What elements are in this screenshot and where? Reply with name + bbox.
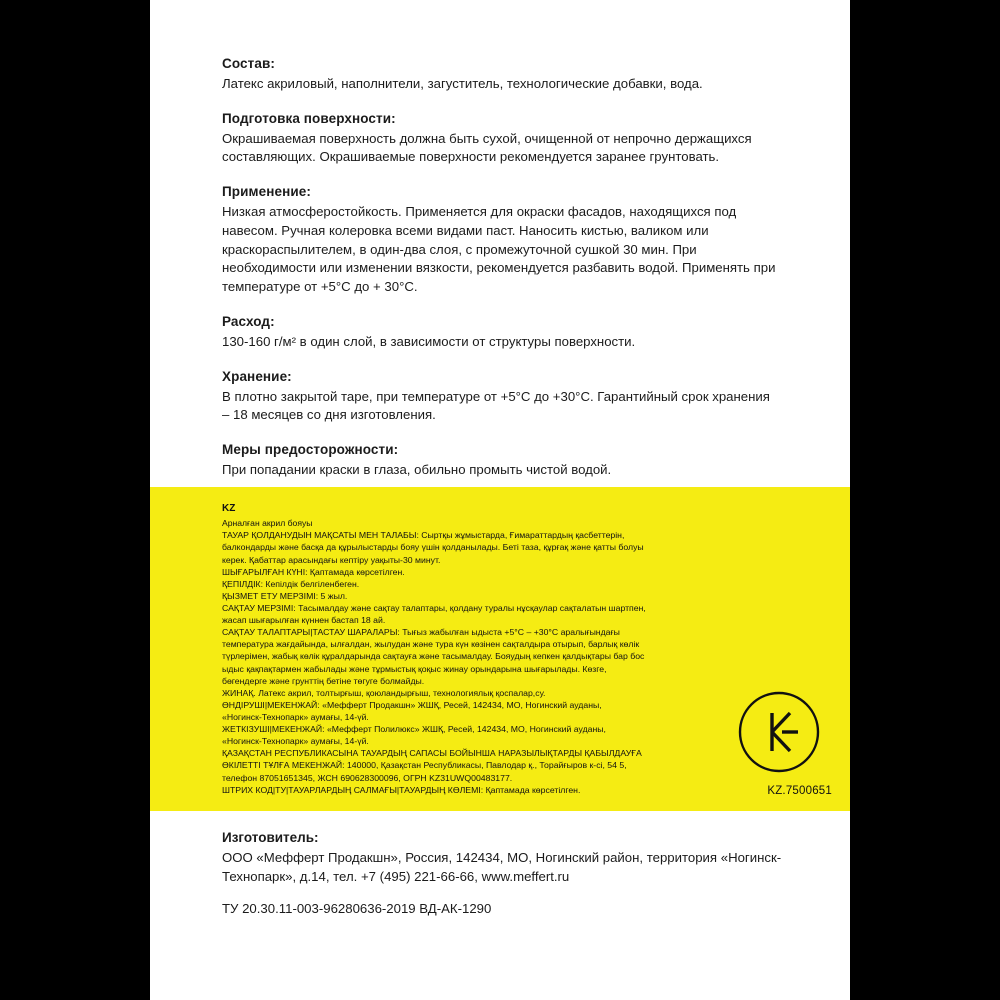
kz-line: температура жағдайында, ылғалдан, жылудан және тура күн көзінен сақталдыра отырып, барлық көлік (222, 639, 640, 650)
kz-line: телефон 87051651345, ЖСН 690628300096, ОГРН KZ31UWQ00483177. (222, 772, 513, 783)
manufacturer-title: Изготовитель: (222, 830, 319, 845)
manufacturer-block (222, 830, 782, 916)
section-title: Состав: (222, 56, 275, 71)
technical-spec-code: ТУ 20.30.11-003-96280636-2019 ВД-АК-1290 (222, 901, 492, 917)
kz-line: ШЫҒАРЫЛҒАН КҮНІ: Қаптамада көрсетілген. (222, 566, 405, 577)
kz-line: балкондарды және басқа да құрылыстарды бояу үшін қолданылады. Беті таза, құрғақ және қатты болуы (222, 542, 644, 553)
kz-line: ыдыс қақпақтармен жабылады және тұрмыстық қоқыс жинау орындарына шығарылады. Көзге, (222, 663, 607, 674)
section-body: 130-160 г/м² в один слой, в зависимости от структуры поверхности. (222, 333, 636, 349)
section-precautions (222, 442, 778, 480)
kazakh-info-band (150, 487, 850, 811)
section-title: Применение: (222, 184, 311, 200)
label-page (150, 0, 850, 1000)
kz-line: ТАУАР ҚОЛДАНУДЫН МАҚСАТЫ МЕН ТАЛАБЫ: Сыртқы жұмыстарда, Ғимараттардың қасбеттерін, (222, 530, 625, 541)
section-body: Окрашиваемая поверхность должна быть сухой, очищенной от непрочно держащихся составляющих. Окрашиваемые поверхности рекомендуется заранее грунтовать. (222, 130, 752, 165)
kz-line: САҚТАУ ТАЛАПТАРЫ|ТАСТАУ ШАРАЛАРЫ: Тығыз жабылған ыдыста +5°С – +30°С аралығындағы (222, 627, 620, 638)
kz-body-text (222, 530, 702, 796)
kz-line: бөгендерге және грунттің бетіне төгуге болмайды. (222, 675, 425, 686)
section-title: Подготовка поверхности: (222, 110, 396, 126)
section-body: В плотно закрытой таре, при температуре от +5°С до +30°С. Гарантийный срок хранения – 18 месяцев со дня изготовления. (222, 388, 770, 423)
kz-line: түрлерімен, жабық көлік құралдарында сақтауға және тасымалдау. Бояудың кепкен қалдықтары бар бос (222, 651, 645, 662)
section-storage (222, 369, 778, 425)
kz-line: ЖИНАҚ. Латекс акрил, толтырғыш, қоюландырғыш, технологиялық қоспалар,су. (222, 687, 546, 698)
section-application (222, 184, 778, 297)
section-consumption (222, 314, 778, 352)
section-composition (222, 56, 778, 94)
kz-line: «Ногинск-Технопарк» аумағы, 14-үй. (222, 711, 369, 722)
kz-line: ЖЕТКІЗУШІ|МЕКЕНЖАЙ: «Мефферт Полилюкс» ЖШҚ, Ресей, 142434, МО, Ногинский ауданы, (222, 724, 606, 735)
kz-line: ҚЕПІЛДІК: Кепілдік белгіленбеген. (222, 578, 360, 589)
eac-registration-code: KZ.7500651 (767, 785, 832, 797)
kz-line: жасап шығарылған күннен бастап 18 ай. (222, 615, 386, 626)
russian-info-block (222, 0, 778, 497)
kazakh-text-column (222, 503, 702, 797)
section-body: При попадании краски в глаза, обильно промыть чистой водой. (222, 462, 612, 478)
eac-conformity-icon (738, 691, 820, 773)
section-title: Расход: (222, 313, 275, 329)
section-title: Хранение: (222, 368, 292, 384)
section-body: Низкая атмосферостойкость. Применяется для окраски фасадов, находящихся под навесом. Ручная колеровка всеми видами паст. Наносить кистью, валиком или краскораспылителем, в один-два слоя, с промежуточной сушкой 30 мин. При необходимости или изменении вязкости, рекомендуется разбавить водой. Применять при температуре от +5°С до + 30°С. (222, 204, 776, 295)
kz-line: ҚЫЗМЕТ ЕТУ МЕРЗІМІ: 5 жыл. (222, 590, 348, 601)
kz-line: ШТРИХ КОД|ТУ|ТАУАРЛАРДЫҢ САЛМАҒЫ|ТАУАРДЫҢ КӨЛЕМІ: Қаптамада көрсетілген. (222, 784, 581, 795)
kz-product-subtitle: Арналған акрил бояуы (222, 518, 313, 528)
kz-line: ӨКІЛЕТТІ ТҰЛҒА МЕКЕНЖАЙ: 140000, Қазақстан Республикасы, Павлодар қ., Торайғыров к-сі, 54 5, (222, 760, 627, 771)
manufacturer-address: ООО «Мефферт Продакшн», Россия, 142434, МО, Ногинский район, территория «Ногинск-Технопарк», д.14, тел. +7 (495) 221-66-66, www.meffert.ru (222, 850, 782, 884)
kz-line: ҚАЗАҚСТАН РЕСПУБЛИКАСЫНА ТАУАРДЫҢ САПАСЫ БОЙЫНША НАРАЗЫЛЫҚТАРДЫ ҚАБЫЛДАУҒА (222, 748, 642, 759)
kz-line: «Ногинск-Технопарк» аумағы, 14-үй. (222, 736, 369, 747)
section-body: Латекс акриловый, наполнители, загуститель, технологические добавки, вода. (222, 76, 703, 91)
kz-line: ӨНДІРУШІ|МЕКЕНЖАЙ: «Мефферт Продакшн» ЖШҚ, Ресей, 142434, МО, Ногинский ауданы, (222, 699, 602, 710)
section-surface-preparation (222, 111, 778, 167)
section-title: Меры предосторожности: (222, 442, 399, 458)
kz-line: САҚТАУ МЕРЗІМІ: Тасымалдау және сақтау талаптары, қолдану туралы нұсқаулар сақталатын шартпен, (222, 603, 646, 613)
kz-line: керек. Қабаттар арасындағы кептіру уақыты-30 минут. (222, 554, 441, 565)
kz-country-code: KZ (222, 503, 236, 514)
